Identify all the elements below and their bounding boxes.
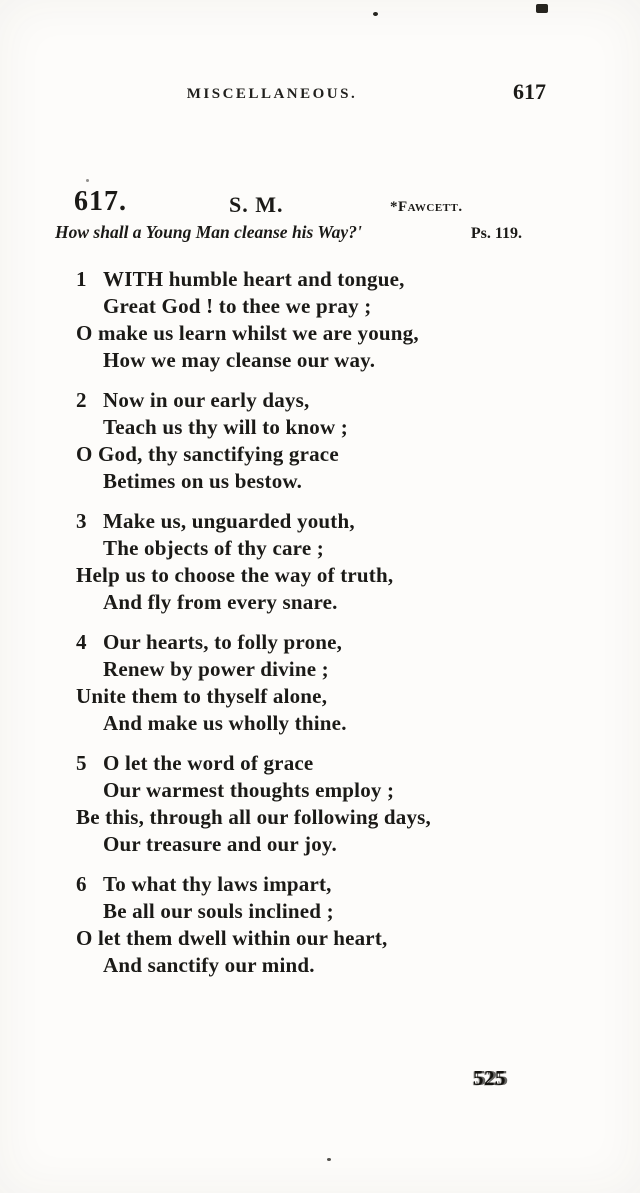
running-header-title: MISCELLANEOUS. [186,86,358,102]
verse-number: 3 [76,509,87,533]
verse-line: 1 WITH humble heart and tongue, [76,267,405,291]
verse-line: O make us learn whilst we are young, [76,321,419,345]
hymn-author: *Fawcett. [390,199,463,215]
scan-artifact [86,179,89,182]
verse-line: Unite them to thyself alone, [76,684,328,708]
verse-line: Be this, through all our following days, [76,805,431,829]
verse-line: 6 To what thy laws impart, [76,872,332,896]
verse [0,508,640,616]
verse-line: 4 Our hearts, to folly prone, [76,630,343,654]
verses [0,266,640,992]
verse-number: 2 [76,388,87,412]
verse-number: 5 [76,751,87,775]
verse-line: Great God ! to thee we pray ; [103,294,372,318]
verse-line: 2 Now in our early days, [76,388,310,412]
verse [0,387,640,495]
hymn-subtitle: How shall a Young Man cleanse his Way?' [55,222,362,242]
scan-artifact [373,12,378,16]
scripture-reference: Ps. 119. [470,225,522,242]
verse-number: 4 [76,630,87,654]
verse-line: O God, thy sanctifying grace [76,442,339,466]
verse-line: The objects of thy care ; [103,536,324,560]
verse-line: How we may cleanse our way. [103,348,376,372]
page-number: 617 [513,79,546,104]
verse-line: Be all our souls inclined ; [103,899,334,923]
verse-line: Renew by power divine ; [103,657,329,681]
scan-artifact [327,1158,331,1161]
scan-artifact [536,4,548,13]
verse-line: 3 Make us, unguarded youth, [76,509,355,533]
verse-line: O let them dwell within our heart, [76,926,388,950]
hymn-number: 617. [74,186,127,217]
verse-line: And make us wholly thine. [103,711,347,735]
verse-line: Teach us thy will to know ; [103,415,349,439]
verse-number: 1 [76,267,87,291]
verse-line: Our warmest thoughts employ ; [103,778,395,802]
verse-number: 6 [76,872,87,896]
hymn-subtitle-row [55,222,522,243]
verse-line: 5 O let the word of grace [76,751,314,775]
verse-line: Our treasure and our joy. [103,832,337,856]
verse [0,871,640,979]
hymn-meter: S. M. [229,192,284,217]
verse [0,750,640,858]
verse-line: And sanctify our mind. [103,953,315,977]
verse [0,629,640,737]
verse-line: Help us to choose the way of truth, [76,563,394,587]
verse [0,266,640,374]
footer-mark: 525 [473,1066,506,1090]
verse-line: And fly from every snare. [103,590,338,614]
verse-line: Betimes on us bestow. [103,469,303,493]
